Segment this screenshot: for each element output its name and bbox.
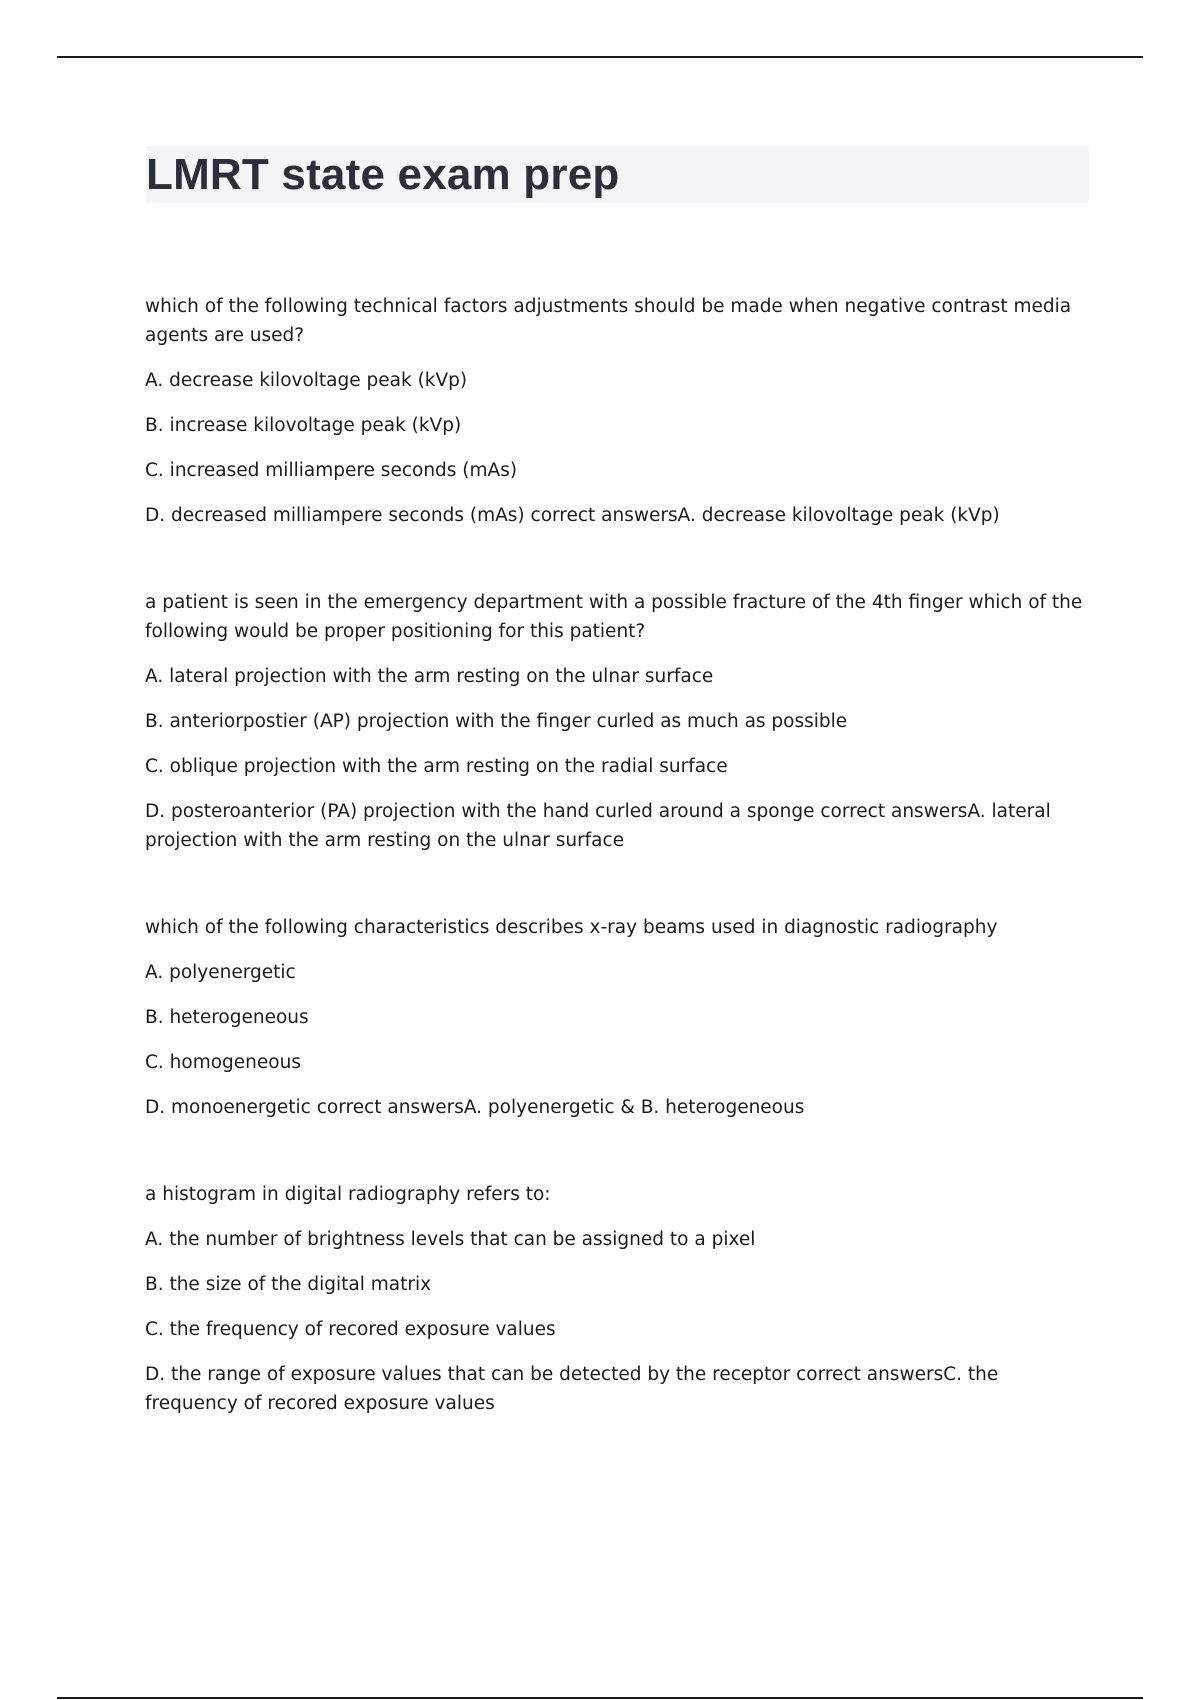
answer-option-d: D. posteroanterior (PA) projection with the hand curled around a sponge correct answersA. lateral projection with the arm resting on the ulnar surface: [145, 801, 1051, 851]
answer-option-d: D. decreased milliampere seconds (mAs) correct answersA. decrease kilovoltage peak (kVp): [145, 505, 1000, 526]
answer-option-d: D. monoenergetic correct answersA. polyenergetic & B. heterogeneous: [145, 1097, 805, 1118]
header-rule: [57, 56, 1143, 58]
question-text: a patient is seen in the emergency department with a possible fracture of the 4th finger which of the following would be proper positioning for this patient?: [145, 592, 1083, 642]
footer-rule: [57, 1697, 1143, 1699]
qa-content: [145, 292, 1090, 1476]
answer-option-a: A. lateral projection with the arm resting on the ulnar surface: [145, 666, 714, 687]
question-text: which of the following characteristics describes x-ray beams used in diagnostic radiography: [145, 917, 998, 938]
question-text: which of the following technical factors adjustments should be made when negative contrast media agents are used?: [145, 296, 1072, 346]
answer-option-b: B. increase kilovoltage peak (kVp): [145, 415, 462, 436]
qa-block-3: [145, 913, 1090, 1122]
document-title: LMRT state exam prep: [146, 150, 620, 199]
answer-option-c: C. increased milliampere seconds (mAs): [145, 460, 518, 481]
answer-option-b: B. heterogeneous: [145, 1007, 309, 1028]
answer-option-b: B. anteriorpostier (AP) projection with the finger curled as much as possible: [145, 711, 848, 732]
answer-option-b: B. the size of the digital matrix: [145, 1274, 432, 1295]
answer-option-c: C. the frequency of recored exposure values: [145, 1319, 556, 1340]
answer-option-c: C. oblique projection with the arm resting on the radial surface: [145, 756, 728, 777]
qa-block-4: [145, 1180, 1090, 1418]
qa-block-2: [145, 588, 1090, 855]
answer-option-a: A. the number of brightness levels that can be assigned to a pixel: [145, 1229, 756, 1250]
answer-option-a: A. decrease kilovoltage peak (kVp): [145, 370, 468, 391]
answer-option-d: D. the range of exposure values that can be detected by the receptor correct answersC. the frequency of recored exposure values: [145, 1364, 999, 1414]
answer-option-a: A. polyenergetic: [145, 962, 296, 983]
question-text: a histogram in digital radiography refers to:: [145, 1184, 551, 1205]
answer-option-c: C. homogeneous: [145, 1052, 301, 1073]
qa-block-1: [145, 292, 1090, 530]
